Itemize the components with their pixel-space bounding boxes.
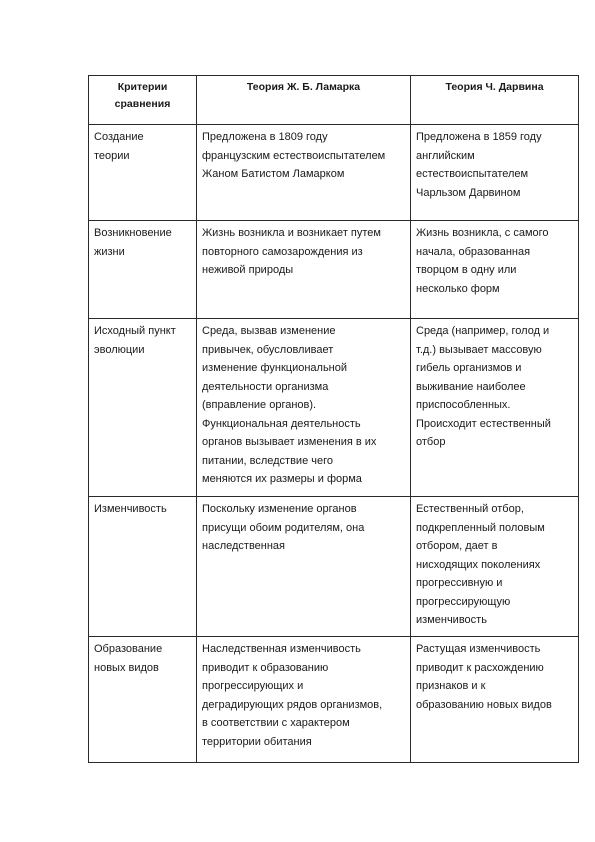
table-row xyxy=(89,221,579,319)
header-darwin-theory: Теория Ч. Дарвина xyxy=(411,76,579,125)
table-row xyxy=(89,319,579,497)
lamarck-cell: Жизнь возникла и возникает путем повторного самозарождения из неживой природы xyxy=(197,221,411,319)
darwin-cell: Жизнь возникла, с самого начала, образованная творцом в одну или несколько форм xyxy=(411,221,579,319)
header-criteria: Критерии сравнения xyxy=(89,76,197,125)
darwin-cell: Предложена в 1859 году английским естествоиспытателем Чарльзом Дарвином xyxy=(411,125,579,221)
criterion-cell: Изменчивость xyxy=(89,497,197,637)
darwin-cell: Растущая изменчивость приводит к расхождению признаков и к образованию новых видов xyxy=(411,637,579,763)
darwin-cell: Естественный отбор, подкрепленный половым отбором, дает в нисходящих поколениях прогрессивную и прогрессирующую изменчивость xyxy=(411,497,579,637)
criterion-cell: Исходный пункт эволюции xyxy=(89,319,197,497)
lamarck-cell: Поскольку изменение органов присущи обоим родителям, она наследственная xyxy=(197,497,411,637)
criterion-cell: Возникновение жизни xyxy=(89,221,197,319)
table-row xyxy=(89,637,579,763)
criterion-cell: Образование новых видов xyxy=(89,637,197,763)
lamarck-cell: Среда, вызвав изменение привычек, обусловливает изменение функциональной деятельности организма (вправление органов). Функциональная деятельность органов вызывает изменения в их питании, вследствие чего меняются их размеры и форма xyxy=(197,319,411,497)
lamarck-cell: Предложена в 1809 году французским естествоиспытателем Жаном Батистом Ламарком xyxy=(197,125,411,221)
comparison-table xyxy=(88,75,579,763)
darwin-cell: Среда (например, голод и т.д.) вызывает массовую гибель организмов и выживание наиболее приспособленных. Происходит естественный отбор xyxy=(411,319,579,497)
table-header-row xyxy=(89,76,579,125)
criterion-cell: Создание теории xyxy=(89,125,197,221)
lamarck-cell: Наследственная изменчивость приводит к образованию прогрессирующих и деградирующих рядов организмов, в соответствии с характером территории обитания xyxy=(197,637,411,763)
table-row xyxy=(89,125,579,221)
table-row xyxy=(89,497,579,637)
header-lamarck-theory: Теория Ж. Б. Ламарка xyxy=(197,76,411,125)
